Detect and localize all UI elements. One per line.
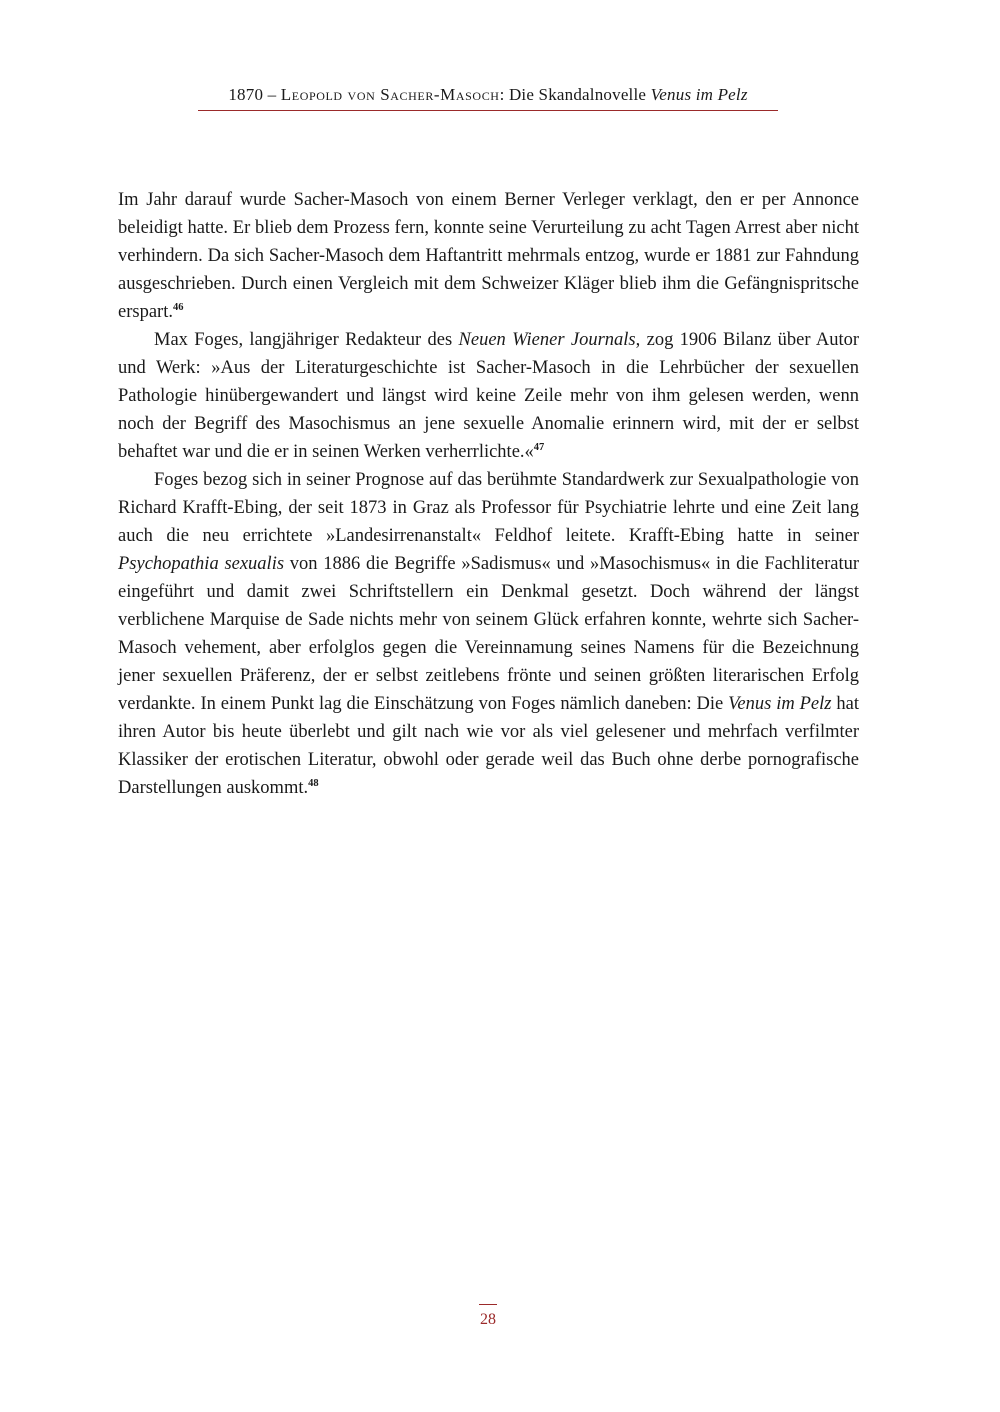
paragraph-2-text-b: , zog 1906 Bilanz über Autor und Werk: »Aus der Literaturgeschichte ist Sacher-Masoch in die Lehrbücher der sexuellen Pathologie hinübergewandert und längst wird keine Zeile mehr von ihm gelesen werden, wenn noch der Begriff des Masochismus an jene sexuelle Anomalie erinnern wird, mit der er selbst behaftet war und die er in seinen Werken verherrlichte.« [118,330,860,462]
paragraph-2 [118,326,859,466]
paragraph-3-text-c: hat ihren Autor bis heute überlebt und gilt nach wie vor als viel gelesener und mehrfach verfilmter Klassiker der erotischen Literatur, obwohl oder gerade weil das Buch ohne derbe pornografische Darstellungen auskommt. [118,694,860,798]
page-number-rule [479,1304,497,1305]
paragraph-3 [118,466,859,802]
running-head [198,85,778,105]
paragraph-3-text-a: Foges bezog sich in seiner Prognose auf das berühmte Standardwerk zur Sexualpathologie von Richard Krafft-Ebing, der seit 1873 in Graz als Professor für Psychiatrie lehrte und eine Zeit lang auch die neu errichtete »Landesirrenanstalt« Feldhof leitete. Krafft-Ebing hatte in seiner [118,470,859,546]
footnote-ref-46[interactable]: 46 [172,302,184,313]
page-number: 28 [480,1311,496,1328]
paragraph-1 [118,186,859,326]
paragraph-3-book-title: Psychopathia sexualis [118,554,285,574]
paragraph-3-novella-title: Venus im Pelz [728,694,832,714]
body-text [118,186,859,802]
running-head-work-title: Venus im Pelz [650,85,748,104]
footnote-ref-48[interactable]: 48 [308,778,319,789]
running-head-author: Leopold von Sacher-Masoch [280,85,500,104]
running-head-rule [198,110,778,111]
footnote-ref-47[interactable]: 47 [533,442,545,453]
running-head-subtitle: : Die Skandalnovelle [499,85,651,104]
paragraph-1-text: Im Jahr darauf wurde Sacher-Masoch von einem Berner Verleger verklagt, den er per Annonce beleidigt hatte. Er blieb dem Prozess fern, konnte seine Verurteilung zu acht Tagen Arrest aber nicht verhindern. Da sich Sacher-Masoch dem Haftantritt mehrmals entzog, wurde er 1881 zur Fahndung ausgeschrieben. Durch einen Vergleich mit dem Schweizer Kläger blieb ihm die Gefängnispritsche erspart. [118,190,859,322]
running-head-dash: – [263,85,281,104]
running-head-year: 1870 [228,85,264,104]
paragraph-2-text-a: Max Foges, langjähriger Redakteur des [154,330,459,350]
paragraph-3-text-b: von 1886 die Begriffe »Sadismus« und »Masochismus« in die Fachliteratur eingeführt und damit zwei Schriftstellern ein Denkmal gesetzt. Doch während der längst verblichene Marquise de Sade nichts mehr von seinem Glück erfahren konnte, wehrte sich Sacher-Masoch vehement, aber erfolglos gegen die Vereinnamung seines Namens für die Bezeichnung jener sexuellen Präferenz, der er selbst zeitlebens frönte und seinen größten literarischen Erfolg verdankte. In einem Punkt lag die Einschätzung von Foges nämlich daneben: Die [118,554,859,714]
paragraph-2-journal-title: Neuen Wiener Journals [458,330,636,350]
